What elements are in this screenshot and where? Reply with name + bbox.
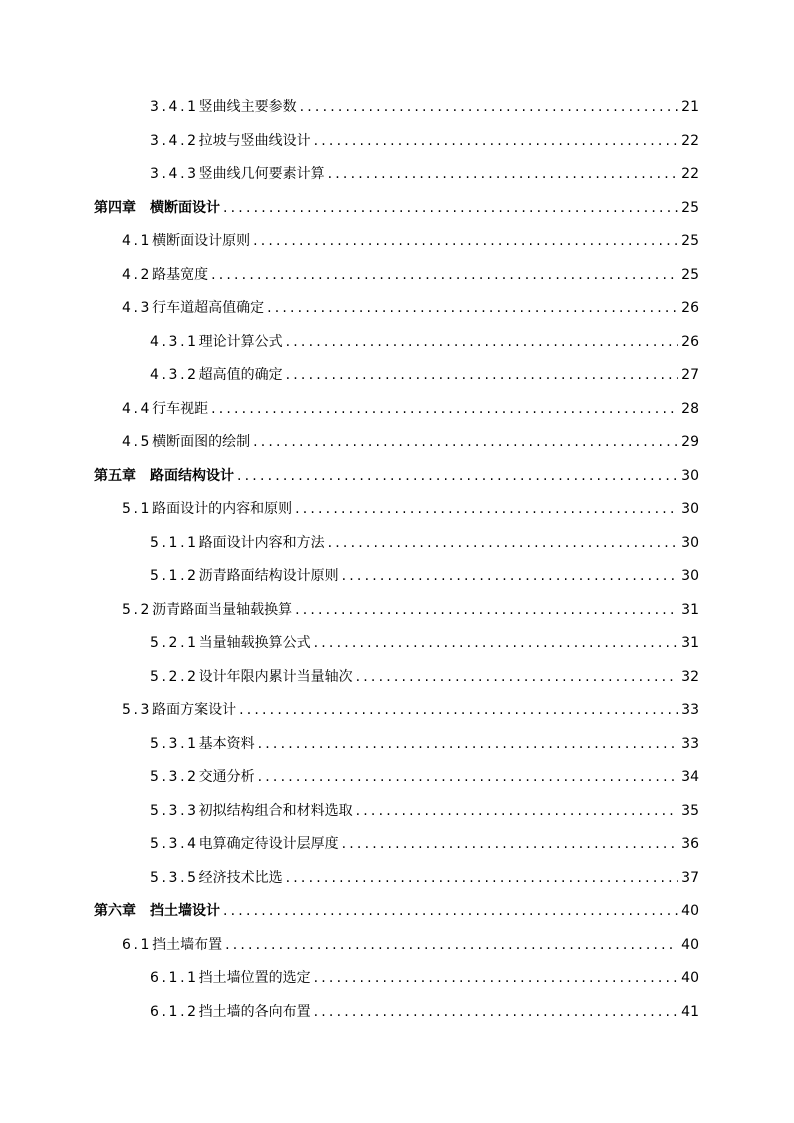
toc-entry-title: 基本资料 [198, 735, 255, 752]
toc-entry-number: 5.2 [122, 601, 153, 618]
toc-subsection-entry[interactable] [150, 626, 699, 652]
toc-entry-page-number: 26 [681, 333, 699, 350]
toc-entry-title: 路基宽度 [152, 266, 209, 283]
toc-entry-title: 路面方案设计 [152, 702, 237, 718]
toc-entry-page-number: 22 [681, 166, 699, 182]
toc-dot-leader [286, 333, 679, 351]
toc-dot-leader [239, 701, 678, 719]
toc-entry-number: 5.3 [122, 702, 153, 718]
toc-entry-title: 行车视距 [152, 400, 209, 417]
toc-section-entry[interactable] [122, 224, 699, 250]
toc-dot-leader [295, 601, 678, 619]
toc-entry-number: 3.4.2 [150, 132, 199, 149]
toc-chapter-entry[interactable] [94, 894, 699, 920]
toc-entry-page-number: 40 [681, 936, 699, 953]
toc-chapter-entry[interactable] [94, 459, 699, 485]
toc-dot-leader [314, 634, 679, 652]
toc-subsection-entry[interactable] [150, 827, 699, 853]
toc-dot-leader [253, 433, 678, 451]
toc-entry-page-number: 35 [681, 802, 699, 819]
toc-entry-page-number: 25 [681, 233, 699, 249]
toc-entry-number: 5.3.2 [150, 769, 199, 785]
toc-entry-title: 超高值的确定 [198, 367, 283, 383]
toc-entry-number: 3.4.3 [150, 166, 199, 182]
toc-subsection-entry[interactable] [150, 559, 699, 585]
toc-entry-number: 5.3.3 [150, 802, 199, 819]
toc-subsection-entry[interactable] [150, 157, 699, 183]
toc-entry-page-number: 41 [681, 1003, 699, 1020]
toc-dot-leader [356, 668, 679, 686]
toc-entry-title: 当量轴载换算公式 [198, 635, 311, 651]
toc-entry-number: 4.3.2 [150, 367, 199, 383]
toc-dot-leader [223, 902, 678, 920]
toc-entry-number: 5.1.1 [150, 534, 199, 551]
toc-dot-leader [342, 835, 679, 853]
toc-section-entry[interactable] [122, 392, 699, 418]
toc-entry-title: 竖曲线主要参数 [198, 99, 297, 115]
toc-entry-page-number: 26 [681, 300, 699, 316]
toc-entry-number: 5.1.2 [150, 568, 199, 584]
toc-subsection-entry[interactable] [150, 660, 699, 686]
toc-dot-leader [295, 500, 678, 518]
toc-entry-title: 挡土墙的各向布置 [198, 1003, 311, 1020]
toc-entry-page-number: 22 [681, 132, 699, 149]
toc-entry-page-number: 27 [681, 367, 699, 383]
toc-section-entry[interactable] [122, 258, 699, 284]
toc-subsection-entry[interactable] [150, 124, 699, 150]
toc-entry-title: 设计年限内累计当量轴次 [198, 668, 353, 685]
toc-entry-title: 初拟结构组合和材料选取 [198, 802, 353, 819]
toc-section-entry[interactable] [122, 693, 699, 719]
toc-entry-number: 5.2.1 [150, 635, 199, 651]
toc-entry-page-number: 40 [681, 903, 699, 919]
toc-entry-title: 交通分析 [198, 769, 255, 785]
toc-dot-leader [356, 802, 679, 820]
toc-entry-page-number: 28 [681, 400, 699, 417]
toc-dot-leader [258, 735, 679, 753]
toc-entry-title: 挡土墙设计 [150, 903, 220, 919]
toc-entry-number: 4.3.1 [150, 333, 199, 350]
toc-dot-leader [211, 266, 678, 284]
toc-chapter-entry[interactable] [94, 191, 699, 217]
toc-dot-leader [253, 232, 678, 250]
toc-entry-page-number: 21 [681, 99, 699, 115]
toc-entry-title: 竖曲线几何要素计算 [198, 166, 325, 182]
toc-entry-title: 拉坡与竖曲线设计 [198, 132, 311, 149]
toc-subsection-entry[interactable] [150, 358, 699, 384]
toc-entry-page-number: 40 [681, 970, 699, 986]
toc-dot-leader [314, 969, 679, 987]
toc-section-entry[interactable] [122, 425, 699, 451]
toc-entry-page-number: 31 [681, 601, 699, 618]
toc-entry-page-number: 30 [681, 568, 699, 584]
toc-entry-page-number: 37 [681, 869, 699, 886]
toc-entry-number: 4.5 [122, 434, 153, 450]
toc-entry-number: 6.1 [122, 936, 153, 953]
toc-entry-number: 3.4.1 [150, 99, 199, 115]
toc-dot-leader [314, 132, 679, 150]
toc-entry-title: 挡土墙布置 [152, 936, 223, 953]
toc-entry-number: 4.4 [122, 400, 153, 417]
toc-entry-number: 4.1 [122, 233, 153, 249]
toc-entry-page-number: 29 [681, 434, 699, 450]
toc-dot-leader [300, 98, 679, 116]
toc-dot-leader [225, 936, 678, 954]
toc-subsection-entry[interactable] [150, 727, 699, 753]
toc-entry-page-number: 33 [681, 735, 699, 752]
toc-subsection-entry[interactable] [150, 760, 699, 786]
toc-section-entry[interactable] [122, 492, 699, 518]
toc-subsection-entry[interactable] [150, 861, 699, 887]
toc-dot-leader [237, 467, 678, 485]
toc-entry-number: 6.1.2 [150, 1003, 199, 1020]
toc-entry-title: 路面结构设计 [150, 467, 234, 484]
toc-dot-leader [286, 366, 679, 384]
toc-dot-leader [342, 567, 679, 585]
toc-entry-page-number: 36 [681, 836, 699, 852]
toc-entry-number: 5.1 [122, 501, 153, 517]
toc-entry-title: 挡土墙位置的选定 [198, 970, 311, 986]
toc-entry-page-number: 32 [681, 668, 699, 685]
toc-entry-title: 沥青路面结构设计原则 [198, 568, 339, 584]
toc-entry-number: 4.2 [122, 266, 153, 283]
toc-entry-page-number: 34 [681, 769, 699, 785]
toc-entry-title: 沥青路面当量轴载换算 [152, 601, 293, 618]
toc-entry-page-number: 30 [681, 501, 699, 517]
toc-dot-leader [223, 199, 678, 217]
toc-entry-number: 5.3.1 [150, 735, 199, 752]
toc-entry-number: 第四章 [94, 199, 136, 216]
toc-subsection-entry[interactable] [150, 961, 699, 987]
toc-entry-number: 5.3.5 [150, 869, 199, 886]
toc-entry-page-number: 25 [681, 199, 699, 216]
toc-entry-page-number: 30 [681, 467, 699, 484]
toc-entry-page-number: 25 [681, 266, 699, 283]
toc-entry-number: 5.3.4 [150, 836, 199, 852]
toc-entry-title: 横断面图的绘制 [152, 434, 251, 450]
toc-entry-title: 横断面设计原则 [152, 233, 251, 249]
toc-subsection-entry[interactable] [150, 995, 699, 1021]
toc-entry-title: 经济技术比选 [198, 869, 283, 886]
toc-entry-number: 6.1.1 [150, 970, 199, 986]
toc-entry-title: 路面设计的内容和原则 [152, 501, 293, 517]
toc-entry-title: 行车道超高值确定 [152, 300, 265, 316]
toc-dot-leader [328, 534, 679, 552]
toc-dot-leader [314, 1003, 679, 1021]
toc-entry-title: 横断面设计 [150, 199, 220, 216]
toc-entry-number: 第五章 [94, 467, 136, 484]
toc-dot-leader [286, 869, 679, 887]
toc-dot-leader [258, 768, 679, 786]
toc-section-entry[interactable] [122, 291, 699, 317]
toc-section-entry[interactable] [122, 928, 699, 954]
toc-subsection-entry[interactable] [150, 526, 699, 552]
toc-entry-number: 4.3 [122, 300, 153, 316]
toc-entry-title: 路面设计内容和方法 [198, 534, 325, 551]
toc-entry-number: 第六章 [94, 903, 136, 919]
toc-entry-title: 电算确定待设计层厚度 [198, 836, 339, 852]
toc-entry-page-number: 33 [681, 702, 699, 718]
toc-subsection-entry[interactable] [150, 90, 699, 116]
toc-dot-leader [267, 299, 678, 317]
toc-entry-number: 5.2.2 [150, 668, 199, 685]
toc-section-entry[interactable] [122, 593, 699, 619]
toc-dot-leader [328, 165, 679, 183]
toc-subsection-entry[interactable] [150, 794, 699, 820]
toc-dot-leader [211, 400, 678, 418]
toc-subsection-entry[interactable] [150, 325, 699, 351]
toc-entry-page-number: 31 [681, 635, 699, 651]
toc-entry-page-number: 30 [681, 534, 699, 551]
toc-entry-title: 理论计算公式 [198, 333, 283, 350]
